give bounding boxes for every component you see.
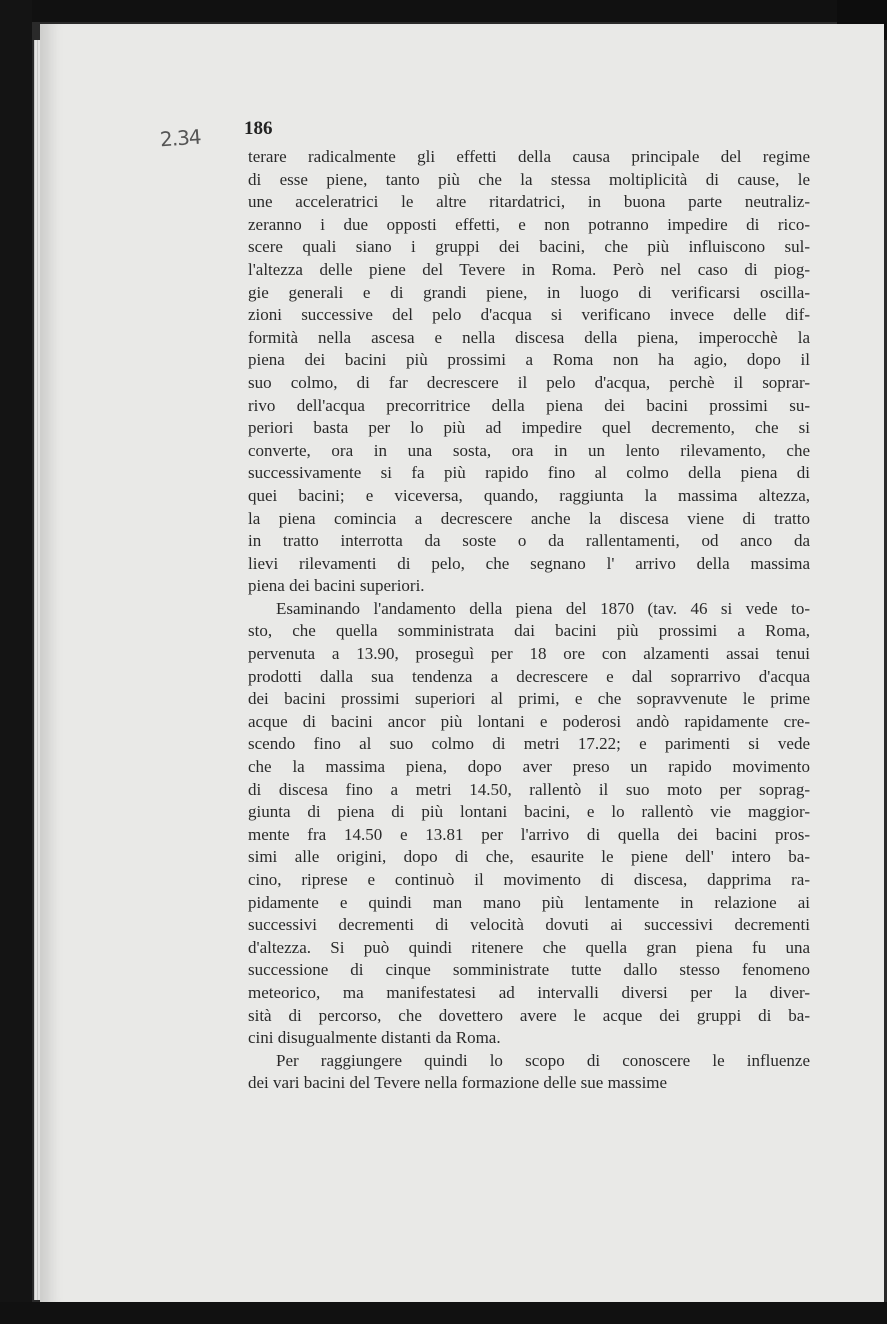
body-text xyxy=(248,146,810,1095)
text-line: successione di cinque somministrate tutte dallo stesso fenomeno xyxy=(248,960,810,980)
scan-border-top xyxy=(0,0,887,22)
paragraph xyxy=(248,1050,810,1095)
text-line: cini disugualmente distanti da Roma. xyxy=(248,1028,501,1048)
text-line: lievi rilevamenti di pelo, che segnano l' arrivo della massima xyxy=(248,553,810,573)
text-line: acque di bacini ancor più lontani e poderosi andò rapidamente cre- xyxy=(248,711,810,731)
text-line: formità nella ascesa e nella discesa della piena, imperocchè la xyxy=(248,327,810,347)
text-line: suo colmo, di far decrescere il pelo d'acqua, perchè il soprar- xyxy=(248,372,810,392)
text-line: zioni successive del pelo d'acqua si verificano invece delle dif- xyxy=(248,305,810,325)
text-line: di discesa fino a metri 14.50, rallentò il suo moto per soprag- xyxy=(248,779,810,799)
text-line: piena dei bacini più prossimi a Roma non ha agio, dopo il xyxy=(248,350,810,370)
text-line: l'altezza delle piene del Tevere in Roma. Però nel caso di piog- xyxy=(248,259,810,279)
scan-border-left xyxy=(0,0,32,1324)
page-number: 186 xyxy=(244,118,273,139)
paragraph xyxy=(248,146,810,598)
text-line: piena dei bacini superiori. xyxy=(248,576,425,596)
text-line: terare radicalmente gli effetti della causa principale del regime xyxy=(248,147,810,166)
text-line: quei bacini; e viceversa, quando, raggiunta la massima altezza, xyxy=(248,485,810,505)
text-line: di esse piene, tanto più che la stessa moltiplicità di cause, le xyxy=(248,169,810,189)
text-line: successivi decrementi di velocità dovuti ai successivi decrementi xyxy=(248,915,810,935)
text-line: la piena comincia a decrescere anche la discesa viene di tratto xyxy=(248,508,810,528)
text-line: sità di percorso, che dovettero avere le acque dei gruppi di ba- xyxy=(248,1005,810,1025)
text-line: zeranno i due opposti effetti, e non potranno impedire di rico- xyxy=(248,214,810,234)
text-line: giunta di piena di più lontani bacini, e lo rallentò vie maggior- xyxy=(248,802,810,822)
text-line: Per raggiungere quindi lo scopo di conoscere le influenze xyxy=(276,1050,810,1070)
text-line: in tratto interrotta da soste o da rallentamenti, od anco da xyxy=(248,531,810,551)
text-line: sto, che quella somministrata dai bacini più prossimi a Roma, xyxy=(248,621,810,641)
text-line: dei bacini prossimi superiori al primi, e che sopravvenute le prime xyxy=(248,689,810,709)
text-line: scendo fino al suo colmo di metri 17.22; e parimenti si vede xyxy=(248,734,810,754)
text-line: Esaminando l'andamento della piena del 1870 (tav. 46 si vede to- xyxy=(276,598,810,618)
text-line: meteorico, ma manifestatesi ad intervalli diversi per la diver- xyxy=(248,982,810,1002)
text-line: une acceleratrici le altre ritardatrici, in buona parte neutraliz- xyxy=(248,192,810,212)
text-line: d'altezza. Si può quindi ritenere che quella gran piena fu una xyxy=(248,937,810,957)
text-line: che la massima piena, dopo aver preso un rapido movimento xyxy=(248,757,810,777)
text-line: prodotti dalla sua tendenza a decrescere e dal soprarrivo d'acqua xyxy=(248,666,810,686)
text-line: pidamente e quindi man mano più lentamente in relazione ai xyxy=(248,892,810,912)
text-line: dei vari bacini del Tevere nella formazione delle sue massime xyxy=(248,1073,668,1093)
text-line: gie generali e di grandi piene, in luogo di verificarsi oscilla- xyxy=(248,282,810,302)
text-line: cino, riprese e continuò il movimento di discesa, dapprima ra- xyxy=(248,870,810,889)
text-line: rivo dell'acqua precorritrice della piena dei bacini prossimi su- xyxy=(248,395,810,415)
scan-border-bottom xyxy=(0,1302,887,1324)
text-line: periori basta per lo più ad impedire quel decremento, che si xyxy=(248,418,810,438)
text-line: successivamente si fa più rapido fino al colmo della piena di xyxy=(248,463,810,483)
text-line: mente fra 14.50 e 13.81 per l'arrivo di quella dei bacini pros- xyxy=(248,824,810,844)
text-line: converte, ora in una sosta, ora in un lento rilevamento, che xyxy=(248,440,810,460)
text-line: scere quali siano i gruppi dei bacini, che più influiscono sul- xyxy=(248,237,810,257)
text-line: pervenuta a 13.90, proseguì per 18 ore con alzamenti assai tenui xyxy=(248,644,810,664)
paragraph xyxy=(248,598,810,1050)
handwritten-margin-note: 2.34 xyxy=(159,124,202,152)
text-line: simi alle origini, dopo di che, esaurite le piene dell' intero ba- xyxy=(248,847,810,867)
